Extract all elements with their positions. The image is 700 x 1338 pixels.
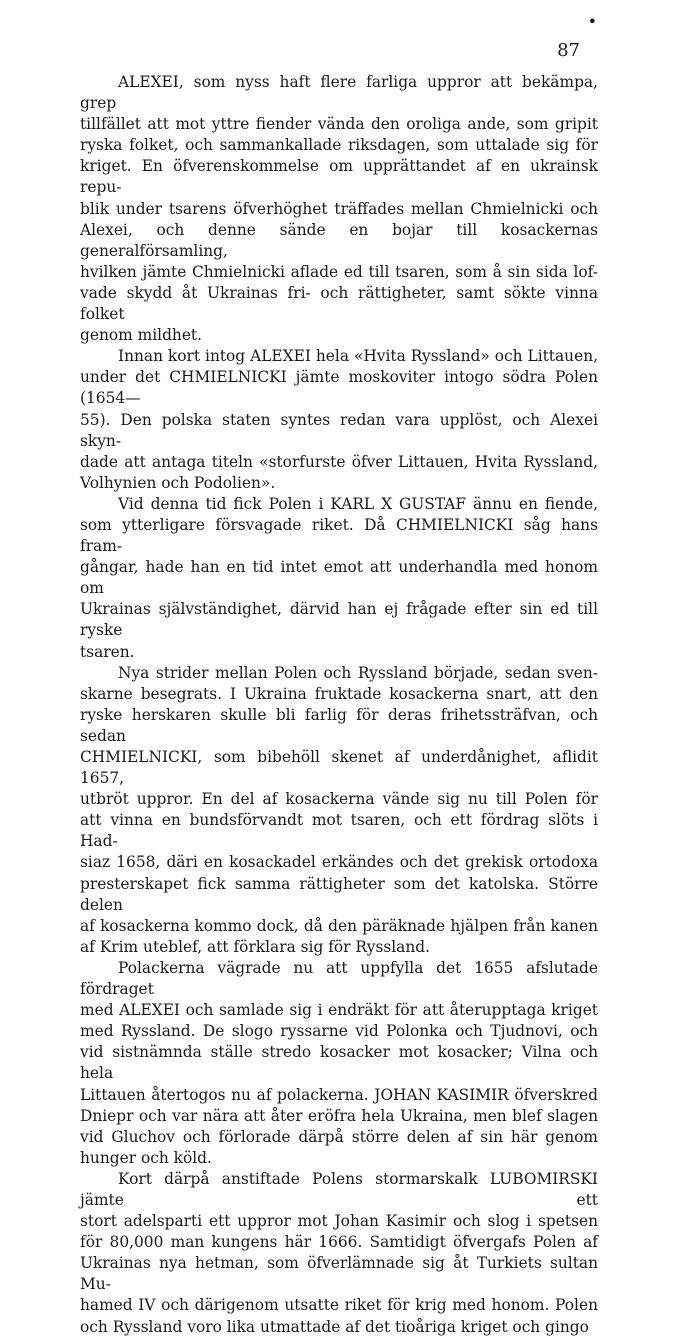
text-line: ALEXEI, som nyss haft flere farliga uppror att bekämpa, grep [80,73,598,113]
body-text [80,72,598,1338]
text-line: Polackerna vägrade nu att uppfylla det 1655 afslutade fördraget [80,958,598,999]
text-line: att vinna en bundsförvandt mot tsaren, och ett fördrag slöts i Had- [80,811,598,851]
text-line: med ALEXEI och samlade sig i endräkt för att återupptaga kriget [80,1001,598,1020]
text-line: för 80,000 man kungens här 1666. Samtidigt öfvergafs Polen af [80,1233,598,1252]
paragraph [80,346,598,494]
text-line: ryska folket, och sammankallade riksdagen, som uttalade sig för [80,136,598,155]
paragraph [80,494,598,663]
text-line: presterskapet fick samma rättigheter som det katolska. Större delen [80,874,598,914]
text-line: Vid denna tid fick Polen i KARL X GUSTAF ännu en fiende, [118,494,598,513]
paragraph [80,1169,598,1338]
text-line: under det CHMIELNICKI jämte moskoviter intogo södra Polen (1654— [80,368,598,408]
text-line: med Ryssland. De slogo ryssarne vid Polonka och Tjudnovi, och [80,1022,598,1041]
text-line: stort adelsparti ett uppror mot Johan Kasimir och slog i spetsen [80,1212,598,1231]
text-line: skarne besegrats. I Ukraina fruktade kosackerna snart, att den [80,684,598,703]
page-number: 87 [557,40,580,61]
text-line: Dniepr och var nära att åter eröfra hela Ukraina, men blef slagen [80,1106,598,1125]
paragraph [80,958,598,1169]
text-line: Ukrainas självständighet, därvid han ej frågade efter sin ed till ryske [80,600,598,640]
text-line: genom mildhet. [80,326,203,345]
text-line: Littauen återtogos nu af polackerna. JOHAN KASIMIR öfverskred [80,1085,598,1104]
text-line: hamed IV och därigenom utsatte riket för krig med honom. Polen [80,1296,598,1315]
text-line: CHMIELNICKI, som bibehöll skenet af underdånighet, aflidit 1657, [80,748,598,788]
text-line: och Ryssland voro lika utmattade af det tioåriga kriget och gingo [80,1317,589,1336]
text-line: hvilken jämte Chmielnicki aflade ed till tsaren, som å sin sida lof- [80,262,598,281]
text-line: af kosackerna kommo dock, då den päräknade hjälpen från kanen [80,916,598,935]
text-line: blik under tsarens öfverhöghet träffades mellan Chmielnicki och [80,199,598,218]
text-line: gångar, hade han en tid intet emot att underhandla med honom om [80,558,598,598]
text-line: Innan kort intog ALEXEI hela «Hvita Ryssland» och Littauen, [118,347,598,366]
text-line: Kort därpå anstiftade Polens stormarskalk LUBOMIRSKI jämte ett [80,1169,598,1209]
page-mark: • [587,12,597,31]
text-line: vid Gluchov och förlorade därpå större delen af sin här genom [80,1127,598,1146]
text-line: 55). Den polska staten syntes redan vara upplöst, och Alexei skyn- [80,410,598,450]
text-line: ryske herskaren skulle bli farlig för deras frihetssträfvan, och sedan [80,705,598,745]
paragraph [80,663,598,958]
text-line: utbröt uppror. En del af kosackerna vände sig nu till Polen för [80,790,598,809]
paragraph [80,72,598,346]
text-line: kriget. En öfverenskommelse om upprättandet af en ukrainsk repu- [80,157,598,197]
text-line: som ytterligare försvagade riket. Då CHMIELNICKI såg hans fram- [80,515,598,556]
text-line: tillfället att mot yttre fiender vända den oroliga ande, som gripit [80,115,598,134]
text-line: vade skydd åt Ukrainas fri- och rättigheter, samt sökte vinna folket [80,283,598,324]
text-line: Alexei, och denne sände en bojar till kosackernas generalförsamling, [80,220,598,260]
text-line: siaz 1658, däri en kosackadel erkändes och det grekisk ortodoxa [80,853,598,872]
text-line: Ukrainas nya hetman, som öfverlämnade sig åt Turkiets sultan Mu- [80,1254,598,1294]
text-line: tsaren. [80,642,135,661]
text-line: af Krim uteblef, att förklara sig för Ryssland. [80,937,430,956]
text-line: Volhynien och Podolien». [80,473,276,492]
text-line: vid sistnämnda ställe stredo kosacker mot kosacker; Vilna och hela [80,1043,598,1083]
text-line: dade att antaga titeln «storfurste öfver Littauen, Hvita Ryssland, [80,452,598,471]
text-line: hunger och köld. [80,1148,212,1167]
text-line: Nya strider mellan Polen och Ryssland började, sedan sven- [118,663,598,682]
